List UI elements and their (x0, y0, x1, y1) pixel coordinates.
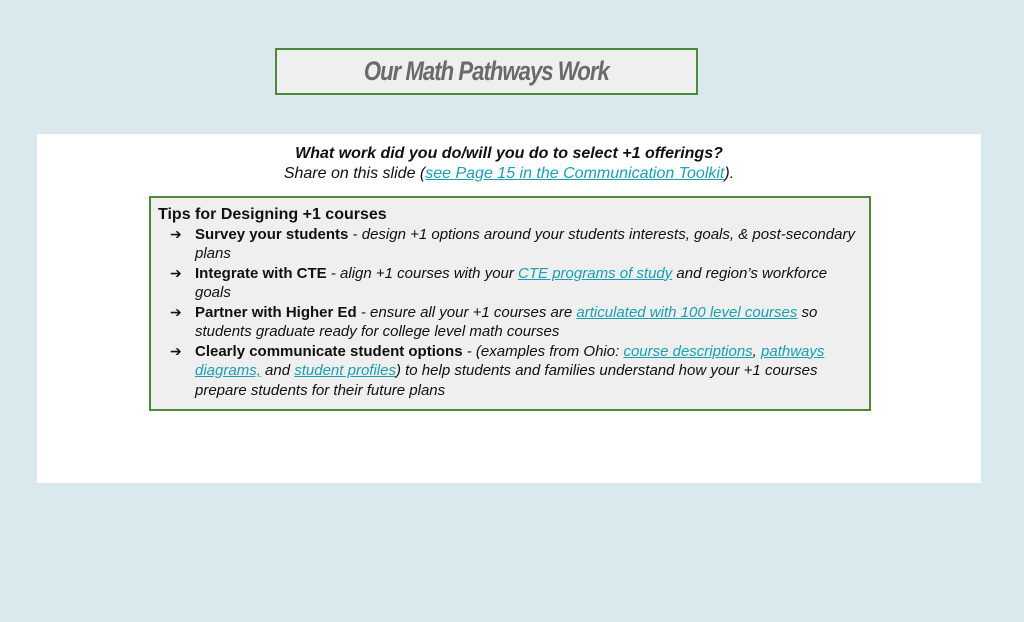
tip-text: ensure all your +1 courses are (370, 303, 577, 321)
tip-text: design +1 options around your students interests, goals, & post-secondary plans (195, 225, 855, 262)
tip-heading: Partner with Higher Ed (195, 303, 357, 321)
share-instruction (37, 164, 981, 183)
tip-partner-higher-ed (158, 303, 861, 342)
tips-heading: Tips for Designing +1 courses (158, 206, 387, 223)
tip-heading: Clearly communicate student options (195, 342, 463, 360)
tip-separator: - (326, 264, 341, 282)
course-descriptions-link[interactable]: course descriptions (623, 342, 753, 360)
articulated-courses-link[interactable]: articulated with 100 level courses (576, 303, 798, 321)
share-suffix: ). (724, 165, 735, 182)
slide-title-box (275, 48, 698, 95)
tip-text: and region’s workforce goals (195, 264, 828, 301)
tip-text: so students graduate ready for college level math courses (195, 303, 818, 340)
cte-programs-link[interactable]: CTE programs of study (518, 264, 673, 282)
tip-separator: - (462, 342, 476, 360)
content-panel (37, 134, 981, 483)
right-arrow-icon: ➔ (170, 303, 182, 320)
communication-toolkit-link[interactable]: see Page 15 in the Communication Toolkit (425, 165, 725, 182)
tip-separator: - (348, 225, 362, 243)
prompt-question: What work did you do/will you do to select +1 offerings? (295, 145, 723, 162)
right-arrow-icon: ➔ (170, 342, 182, 359)
right-arrow-icon: ➔ (170, 225, 182, 242)
tip-separator: - (356, 303, 371, 321)
share-prefix: Share on this slide ( (283, 165, 426, 182)
tip-text: (examples from Ohio: (475, 342, 624, 360)
right-arrow-icon: ➔ (170, 264, 182, 281)
tips-box (149, 196, 871, 411)
tip-survey-students (158, 225, 861, 264)
tip-integrate-cte (158, 264, 861, 303)
slide-title: Our Math Pathways Work (364, 56, 609, 86)
tip-text: , (752, 342, 762, 360)
tip-heading: Survey your students (195, 225, 349, 243)
student-profiles-link[interactable]: student profiles (294, 362, 396, 379)
tip-text: align +1 courses with your (340, 264, 519, 282)
tip-communicate-options (158, 342, 861, 401)
tip-heading: Integrate with CTE (195, 264, 327, 282)
pathways-diagrams-link[interactable]: pathways diagrams, (195, 342, 825, 379)
tip-text: and (260, 362, 295, 379)
tips-list (158, 225, 861, 401)
tip-text: ) to help students and families understand how your +1 courses prepare students for their future plans (195, 362, 818, 399)
